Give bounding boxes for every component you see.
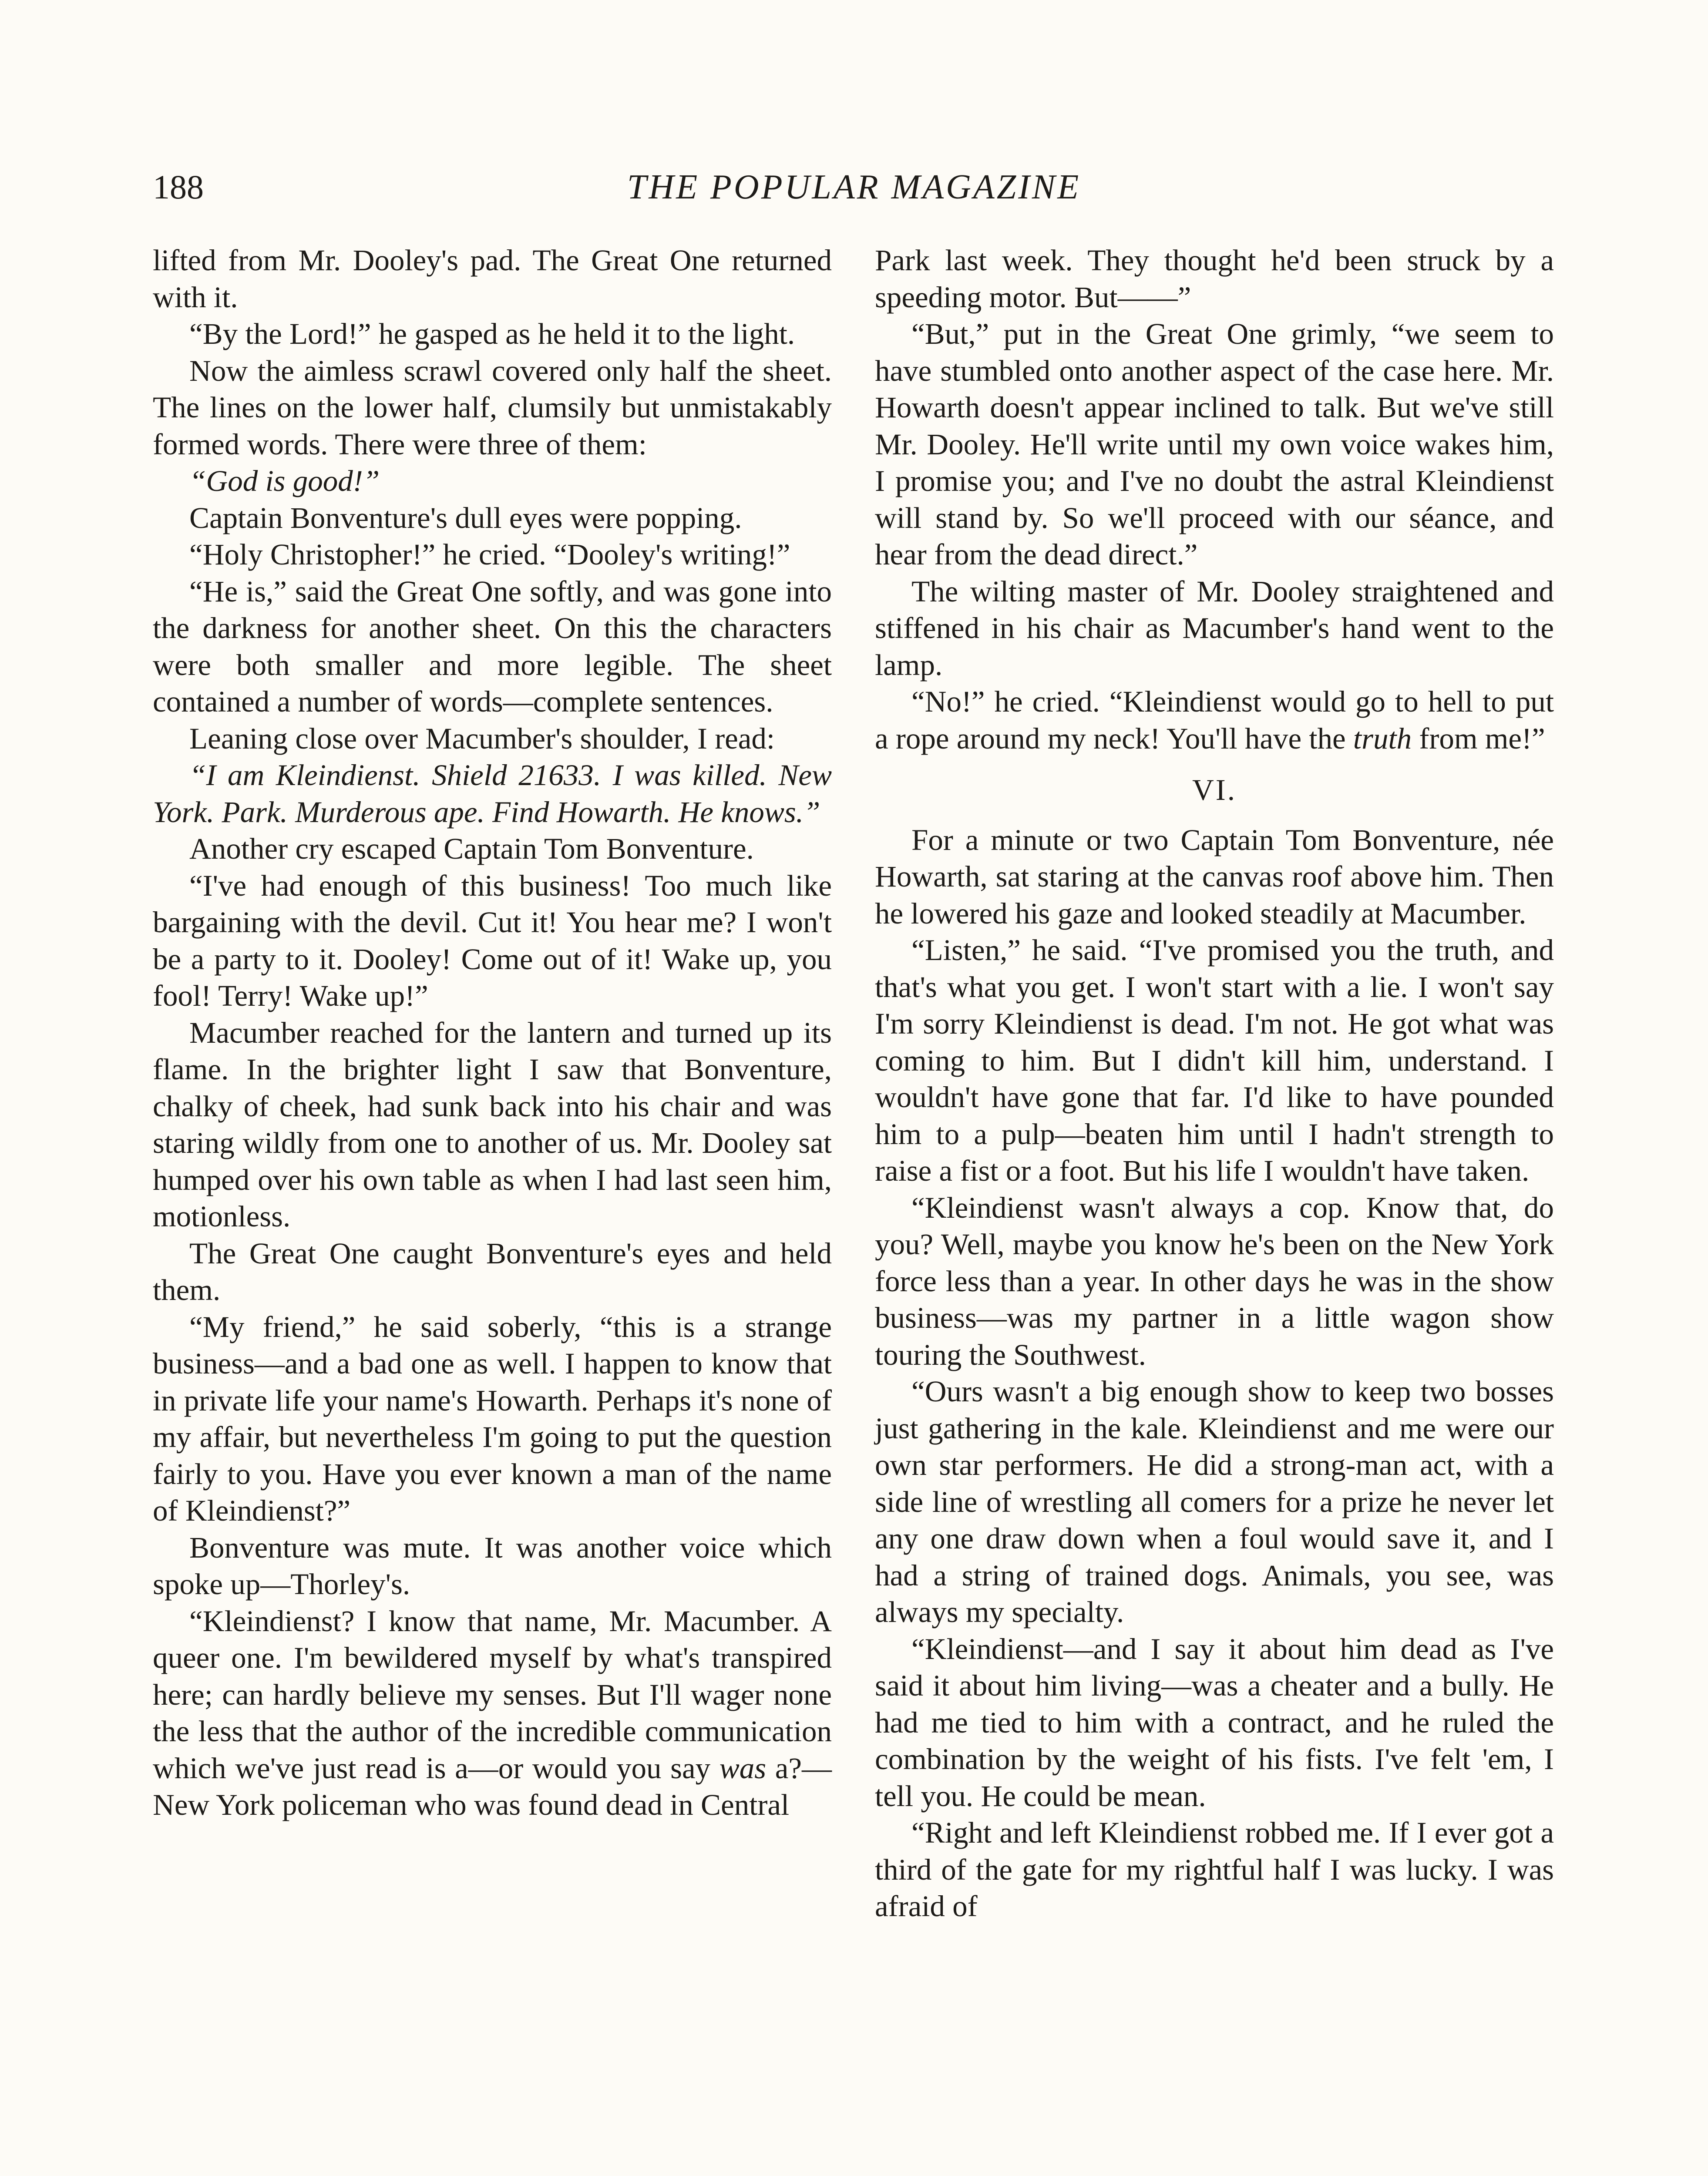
paragraph: lifted from Mr. Dooley's pad. The Great One returned with it. bbox=[153, 244, 832, 314]
text-run: “Kleindienst? I know that name, Mr. Macumber. A queer one. I'm bewildered myself by what's transpired here; can hardly believe my senses. But I'll wager none the less that the author of the incredible communication which we've just read is a—or would you say bbox=[153, 1604, 832, 1785]
paragraph: “By the Lord!” he gasped as he held it to the light. bbox=[189, 317, 795, 350]
page-number: 188 bbox=[153, 168, 204, 206]
emphasis: truth bbox=[1353, 722, 1412, 755]
paragraph: Leaning close over Macumber's shoulder, I read: bbox=[189, 722, 775, 755]
emphasis: was bbox=[719, 1751, 767, 1785]
right-column bbox=[875, 242, 1554, 1925]
paragraph: Captain Bonventure's dull eyes were popping. bbox=[189, 501, 742, 534]
paragraph: “Ours wasn't a big enough show to keep two bosses just gathering in the kale. Kleindienst and me were our own star performers. He did a strong-man act, with a side line of wrestling all comers for a prize he never let any one draw down when a foul would save it, and I had a string of trained dogs. Animals, you see, was always my specialty. bbox=[875, 1375, 1554, 1629]
left-column bbox=[153, 242, 832, 1823]
page-header bbox=[153, 163, 1555, 211]
spirit-message: “God is good!” bbox=[189, 464, 380, 497]
paragraph: “Kleindienst wasn't always a cop. Know that, do you? Well, maybe you know he's been on the New York force less than a year. In other days he was in the show business—was my partner in a little wagon show touring the Southwest. bbox=[875, 1191, 1554, 1371]
spirit-message: “I am Kleindienst. Shield 21633. I was killed. New York. Park. Murderous ape. Find Howarth. He knows.” bbox=[153, 759, 832, 829]
text-run: “No!” he cried. “Kleindienst would go to hell to put a rope around my neck! You'll have the bbox=[875, 685, 1554, 755]
paragraph: Park last week. They thought he'd been struck by a speeding motor. But——” bbox=[875, 244, 1554, 314]
section-heading: VI. bbox=[1192, 773, 1237, 806]
paragraph: “But,” put in the Great One grimly, “we seem to have stumbled onto another aspect of the case here. Mr. Howarth doesn't appear inclined to talk. But we've still Mr. Dooley. He'll write until my own voice wakes him, I promise you; and I've no doubt the astral Kleindienst will stand by. So we'll proceed with our séance, and hear from the dead direct.” bbox=[875, 317, 1554, 571]
paragraph bbox=[875, 683, 1554, 757]
paragraph: “My friend,” he said soberly, “this is a strange business—and a bad one as well. I happen to know that in private life your name's Howarth. Perhaps it's none of my affair, but nevertheless I'm going to put the question fairly to you. Have you ever known a man of the name of Kleindienst?” bbox=[153, 1310, 832, 1527]
paragraph: Bonventure was mute. It was another voice which spoke up—Thorley's. bbox=[153, 1531, 832, 1601]
paragraph: “Kleindienst—and I say it about him dead as I've said it about him living—was a cheater and a bully. He had me tied to him with a contract, and he ruled the combination by the weight of his fists. I've felt 'em, I tell you. He could be mean. bbox=[875, 1632, 1554, 1813]
running-head: THE POPULAR MAGAZINE bbox=[627, 168, 1081, 206]
paragraph: The wilting master of Mr. Dooley straightened and stiffened in his chair as Macumber's hand went to the lamp. bbox=[875, 574, 1554, 682]
text-run: a?—New York policeman who was found dead in Central bbox=[153, 1751, 832, 1821]
paragraph: Macumber reached for the lantern and turned up its flame. In the brighter light I saw that Bonventure, chalky of cheek, had sunk back into his chair and was staring wildly from one to another of us. Mr. Dooley sat humped over his own table as when I had last seen him, motionless. bbox=[153, 1016, 832, 1233]
paragraph: Another cry escaped Captain Tom Bonventure. bbox=[189, 832, 754, 865]
paragraph: The Great One caught Bonventure's eyes and held them. bbox=[153, 1236, 832, 1306]
paragraph: “I've had enough of this business! Too much like bargaining with the devil. Cut it! You hear me? I won't be a party to it. Dooley! Come out of it! Wake up, you fool! Terry! Wake up!” bbox=[153, 869, 832, 1012]
paragraph: For a minute or two Captain Tom Bonventure, née Howarth, sat staring at the canvas roof above him. Then he lowered his gaze and looked steadily at Macumber. bbox=[875, 823, 1554, 930]
paragraph: “He is,” said the Great One softly, and was gone into the darkness for another sheet. On this the characters were both smaller and more legible. The sheet contained a number of words—complete sentences. bbox=[153, 574, 832, 718]
paragraph: “Right and left Kleindienst robbed me. If I ever got a third of the gate for my rightful half I was lucky. I was afraid of bbox=[875, 1816, 1554, 1923]
paragraph: Now the aimless scrawl covered only half the sheet. The lines on the lower half, clumsily but unmistakably formed words. There were three of them: bbox=[153, 354, 832, 461]
paragraph bbox=[153, 1603, 832, 1823]
paragraph: “Holy Christopher!” he cried. “Dooley's writing!” bbox=[189, 538, 790, 571]
text-run: from me!” bbox=[1412, 722, 1545, 755]
paragraph: “Listen,” he said. “I've promised you the truth, and that's what you get. I won't start with a lie. I won't say I'm sorry Kleindienst is dead. I'm not. He got what was coming to him. But I didn't kill him, understand. I wouldn't have gone that far. I'd like to have pounded him to a pulp—beaten him until I hadn't strength to raise a fist or a foot. But his life I wouldn't have taken. bbox=[875, 934, 1554, 1187]
